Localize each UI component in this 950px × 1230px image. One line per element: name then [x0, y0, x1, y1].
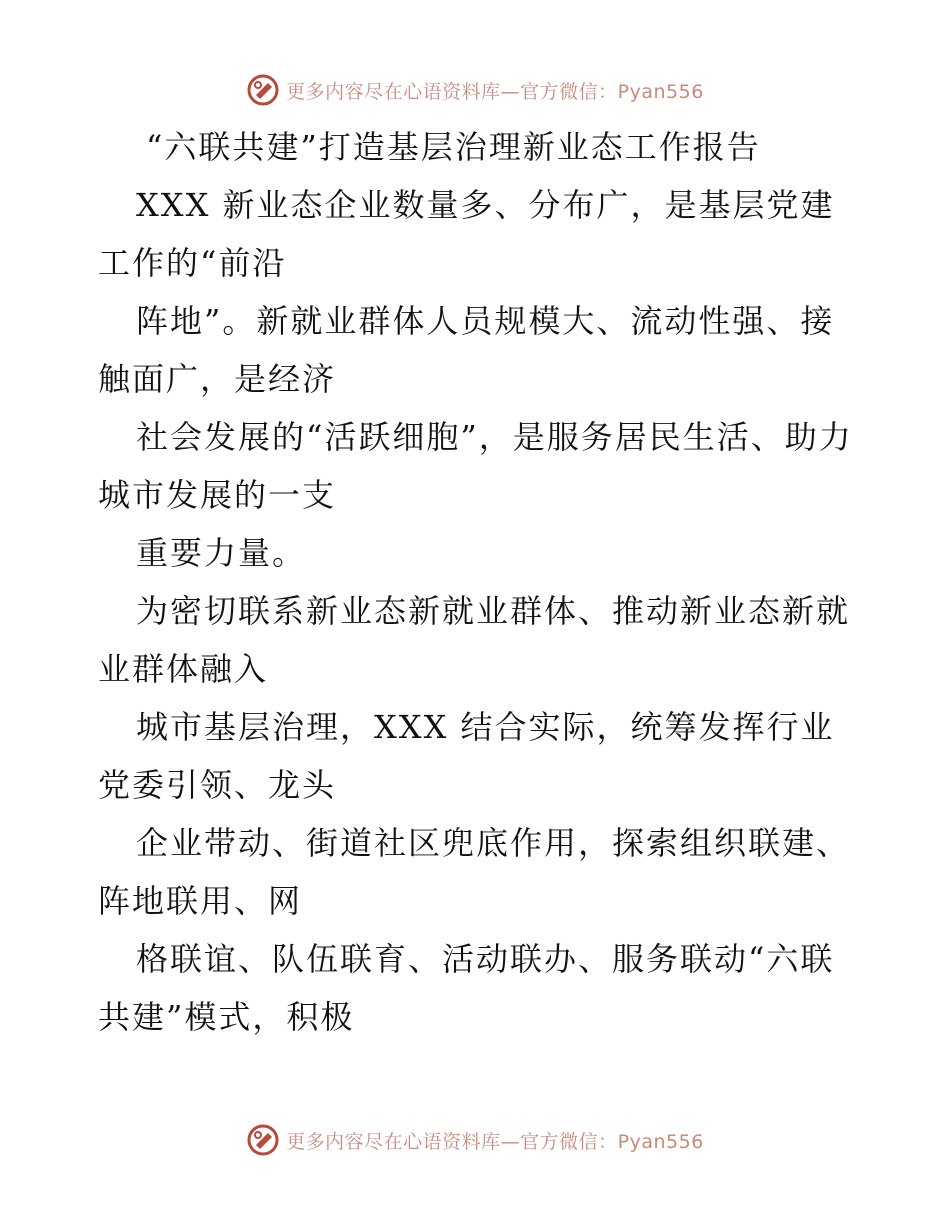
- footer-watermark: [0, 1120, 950, 1160]
- document-title: “六联共建”打造基层治理新业态工作报告: [146, 128, 761, 166]
- watermark-text: 更多内容尽在心语资料库—官方微信：Pyan556: [286, 80, 704, 103]
- header-watermark: [0, 70, 950, 110]
- paragraph: 格联谊、队伍联育、活动联办、服务联动“六联共建”模式，积极: [98, 940, 835, 1036]
- paragraph: 城市基层治理，XXX 结合实际，统筹发挥行业党委引领、龙头: [98, 708, 835, 804]
- paragraph: 阵地”。新就业群体人员规模大、流动性强、接触面广，是经济: [98, 302, 835, 398]
- paragraph: XXX 新业态企业数量多、分布广，是基层党建工作的“前沿: [98, 186, 835, 282]
- paragraph: 为密切联系新业态新就业群体、推动新业态新就业群体融入: [98, 592, 851, 688]
- paragraph: 重要力量。: [136, 534, 307, 572]
- paragraph: 企业带动、街道社区兜底作用，探索组织联建、阵地联用、网: [98, 824, 851, 920]
- paragraph: 社会发展的“活跃细胞”，是服务居民生活、助力城市发展的一支: [98, 418, 853, 514]
- brand-logo-icon: [246, 1123, 280, 1157]
- document-body: [98, 118, 858, 1046]
- watermark-text: 更多内容尽在心语资料库—官方微信：Pyan556: [286, 1130, 704, 1153]
- brand-logo-icon: [246, 73, 280, 107]
